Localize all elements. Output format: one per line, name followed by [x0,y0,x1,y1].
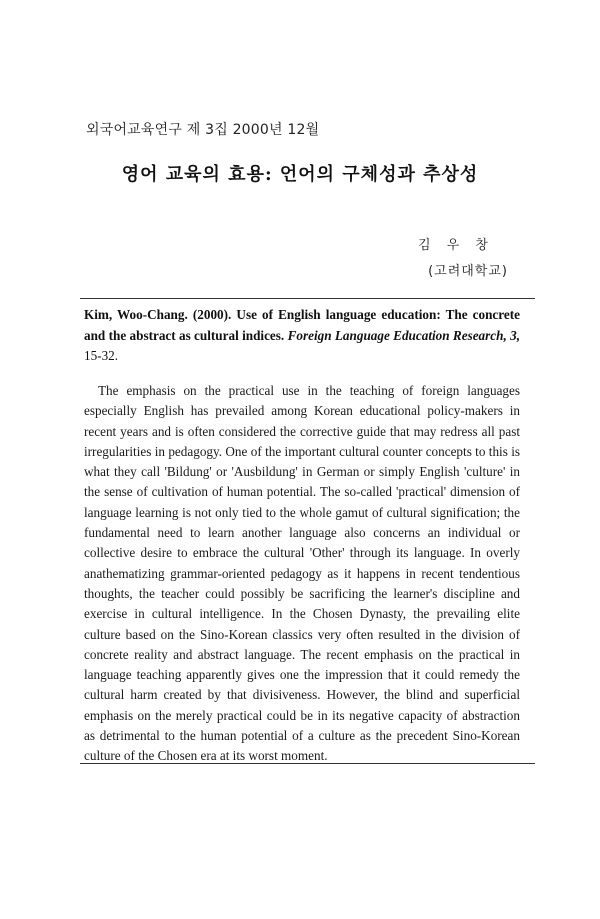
bottom-rule [80,763,535,764]
author-name: 김 우 창 [418,238,494,253]
citation-authors-year: Kim, Woo-Chang. (2000). [84,307,232,322]
journal-header: 외국어교육연구 제 3집 2000년 12월 [86,122,320,138]
paper-title: 영어 교육의 효용: 언어의 구체성과 추상성 [121,164,479,185]
author-block [418,233,508,285]
citation-article-title: Use of English language education: The concrete and the abstract as cultural indices. [84,307,520,343]
abstract-text: The emphasis on the practical use in the teaching of foreign languages especially English has prevailed among Korean educational policy-makers in recent years and is often considered the corrective guide that may redress all past irregularities in pedagogy. One of the important cultural counter concepts to this is what they call 'Bildung' or 'Ausbildung' in German or simply English 'culture' in the sense of cultivation of human potential. The so-called 'practical' dimension of language learning is not only tied to the whole gamut of cultural signification; the fundamental need to learn another language also concerns an individual or collective desire to embrace the cultural 'Other' through its language. In overly anathematizing grammar-oriented pedagogy as it happens in recent tendentious thoughts, the teacher could possibly be sacrificing the learner's discipline and exercise in cultural intelligence. In the Chosen Dynasty, the prevailing elite culture based on the Sino-Korean classics very often resulted in the division of concrete reality and abstract language. The recent emphasis on the practical in language teaching apparently gives one the impression that it could remedy the cultural harm created by that divisiveness. However, the blind and superficial emphasis on the merely practical could be in its negative capacity of abstraction as detrimental to the human potential of a culture as the precedent Sino-Korean culture of the Chosen era at its worst moment. [84,383,520,764]
citation [84,305,520,367]
citation-journal: Foreign Language Education Research, 3, [287,327,520,343]
top-rule [80,298,535,299]
author-affiliation: (고려대학교) [428,264,508,279]
citation-pages: 15-32. [84,348,119,363]
